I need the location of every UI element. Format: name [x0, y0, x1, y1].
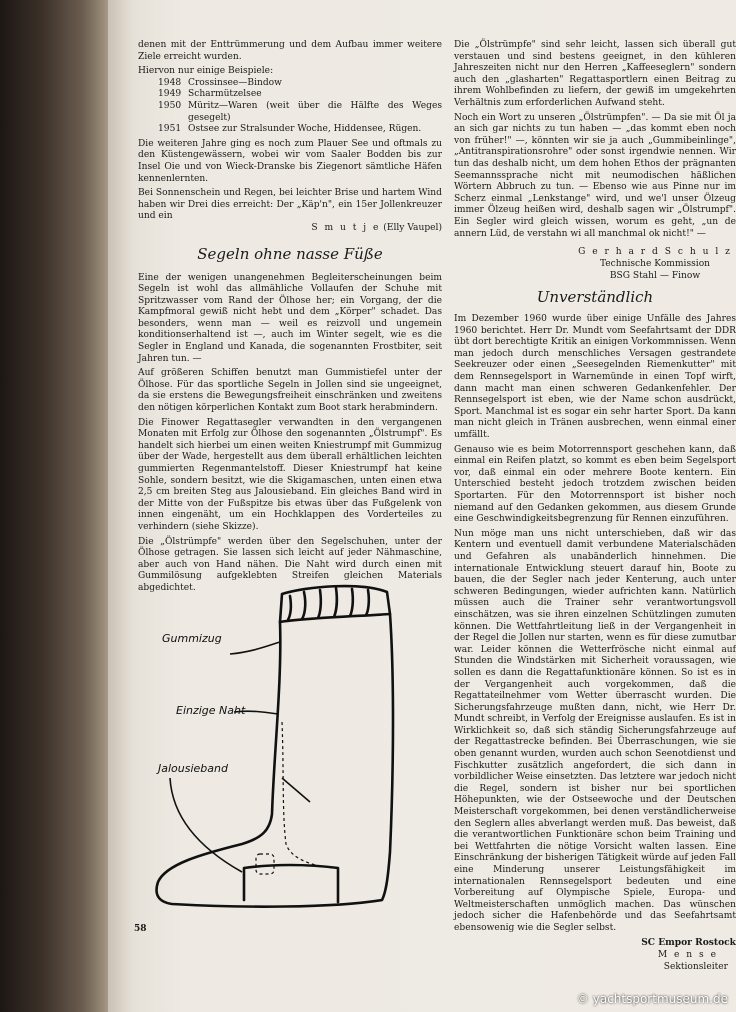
- intro-paragraph: denen mit der Enttrümmerung und dem Aufbau immer weitere Ziele erreicht wurden.: [138, 40, 442, 62]
- year-list: [158, 78, 442, 136]
- oelstrumpf-sketch: [132, 582, 422, 918]
- article-paragraph: Die „Ölstrümpfe" sind sehr leicht, lassen sich überall gut verstauen und sind bestens geeignet, in den kühleren Jahreszeiten nicht nur den Herren „Kaffeeseglern" sondern auch den „glasharten" Regattasportlern einen Beitrag zu ihrem Wohlbefinden zu liefern, der gewiß im umgekehrten Verhältnis zum erforderlichen Aufwand steht.: [454, 40, 736, 108]
- year-item: [158, 124, 442, 136]
- year-text: Ostsee zur Stralsunder Woche, Hiddensee, Rügen.: [188, 124, 422, 135]
- author-role: Technische Kommission: [599, 259, 711, 270]
- author-name: G e r h a r d S c h u l z: [578, 247, 732, 258]
- signature-name: S m u t j e: [311, 222, 381, 233]
- signature-name: M e n s e: [657, 949, 718, 960]
- year: 1951: [158, 124, 182, 135]
- book-binding-edge: [0, 0, 118, 1012]
- year-item: [158, 89, 442, 101]
- article-paragraph: Die „Ölstrümpfe" werden über den Segelschuhen, unter der Ölhose getragen. Sie lassen sich leicht auf jeder Nähmaschine, aber auch von Hand nähen. Die Naht wird durch einen mit Gummilösung aufgeklebten Streifen gleichen Materials abgedichtet.: [138, 536, 442, 593]
- label-einzige-naht: Einzige Naht: [176, 704, 246, 717]
- naht-line: [282, 722, 338, 868]
- paragraph-sonnenschein: Bei Sonnenschein und Regen, bei leichter Brise und hartem Wind haben wir Drei dies erreicht: Der „Käp'n", ein 15er Jollenkreuzer und ein: [138, 188, 442, 222]
- signature-role: Sektionsleiter: [663, 961, 728, 972]
- year: 1950: [158, 100, 182, 111]
- article-paragraph: Eine der wenigen unangenehmen Begleiterscheinungen beim Segeln ist wohl das allmähliche Vollaufen der Schuhe mit Spritzwasser vom Rand der Ölhose her; ein Vorgang, der die Kampfmoral gewiß nicht hebt und dem „Körper" schadet. Das besonders, wenn man — weil es reizvoll und ungemein konditionserhaltend ist —, auch im Winter segelt, wie es die Segler in England und Kanada, die sogenannten Frostbiter, seit Jahren tun. —: [138, 272, 442, 364]
- year-item: [158, 78, 442, 90]
- document-page: [108, 0, 736, 1012]
- label-gummizug: Gummizug: [162, 632, 222, 645]
- watermark: © yachtsportmuseum.de: [576, 992, 728, 1006]
- signature-club: SC Empor Rostock: [641, 936, 736, 948]
- article-heading-unverstaendlich: Unverständlich: [536, 288, 654, 307]
- label-jalousieband: Jalousieband: [158, 762, 228, 775]
- signature-credit: (Elly Vaupel): [383, 222, 442, 233]
- article-paragraph: Noch ein Wort zu unseren „Ölstrümpfen". — Da sie mit Öl ja an sich gar nichts zu tun haben — „das kommt eben noch von früher!" —, könnten wir sie ja auch „Gummibeinlinge", „Antitranspirationsrohre" oder sonst irgendwie nennen. Wir tun das deshalb nicht, um dem hohen Ethos der prägnanten Seemannssprache nicht mit neumodischen häßlichen Wörtern Abbruch zu tun. — Ebenso wie aus Pinne nur im Scherz einmal „Lenkstange" wird, und we'l unser Ölzeug immer Ölzeug heißen wird, deshalb sagen wir „Ölstrumpf". Ein Segler wird gleich wissen, worum es geht, „un de annern Lüd, de verstahn wi all manchmal ok nicht!" —: [454, 112, 736, 239]
- year-item: [158, 101, 442, 124]
- examples-label: Hiervon nur einige Beispiele:: [138, 66, 274, 77]
- jalousie-patch: [256, 854, 274, 874]
- year-text: Müritz—Waren (weit über die Hälfte des Weges gesegelt): [188, 100, 442, 123]
- page-number: 58: [134, 924, 147, 934]
- paragraph-weitere-jahre: Die weiteren Jahre ging es noch zum Plauer See und oftmals zu den Küstengewässern, wobei wir vom Saaler Bodden bis zur Insel Oie und von Wieck-Dranske bis Ziegenort sämtliche Häfen kennenlernten.: [138, 138, 442, 184]
- author-signature-schulz: [574, 246, 736, 282]
- article-paragraph: Genauso wie es beim Motorrennsport geschehen kann, daß einmal ein Reifen platzt, so kommt es eben beim Segelsport vor, daß einmal ein oder mehrere Boote kentern. Ein Unterschied besteht jedoch trotzdem zwischen beiden Sportarten. Für den Motorrennsport ist bisher noch niemand auf den Gedanken gekommen, aus diesem Grunde eine Geschwindigkeitsbegrenzung für Rennen einzuführen.: [454, 444, 736, 525]
- author-signature-mense: [454, 937, 736, 973]
- author-club: BSG Stahl — Finow: [609, 271, 701, 282]
- year: 1949: [158, 89, 182, 100]
- year-text: Crossinsee—Bindow: [188, 77, 282, 88]
- steg-band: [244, 865, 338, 902]
- article-paragraph: Im Dezember 1960 wurde über einige Unfälle des Jahres 1960 berichtet. Herr Dr. Mundt vom Seefahrtsamt der DDR übt dort berechtigte Kritik an einigen Vorkommnissen. Wenn man jedoch durch menschliches Versagen gestrandete Seekreuzer oder einen „Seesegelnden Riemenkutter" mit dem Rennsegelsport in Warnemünde in einen Topf wirft, dann macht man einen schweren Gedankenfehler. Der Rennsegelsport ist eben, wie der Name schon ausdrückt, Sport. Manchmal ist es sogar ein sehr harter Sport. Da kann man nicht gleich in Tränen ausbrechen, wenn einmal einer umfällt.: [454, 314, 736, 441]
- year-text: Scharmützelsee: [188, 89, 262, 100]
- article-heading-segeln: Segeln ohne nasse Füße: [197, 244, 383, 263]
- right-column: [454, 40, 736, 973]
- smutje-signature: [138, 223, 442, 235]
- article-paragraph: Auf größeren Schiffen benutzt man Gummistiefel unter der Ölhose. Für das sportliche Segeln in Jollen sind sie ungeeignet, da sie erstens die Bewegungsfreiheit einschränken und zweitens den nötigen körperlichen Kontakt zum Boot stark herabmindern.: [138, 368, 442, 414]
- year: 1948: [158, 77, 182, 88]
- article-paragraph: Nun möge man uns nicht unterschieben, daß wir das Kentern und eventuell damit verbundene Materialschäden und Gefahren als unabänderlich hinnehmen. Die internationale Entwicklung steuert darauf hin, Boote zu bauen, die der Segler nach jeder Kenterung, auch unter schweren Bedingungen, wieder aufrichten kann. Natürlich müssen auch die Trainer sehr verantwortungsvoll einschätzen, was sie ihren einzelnen Schützlingen zumuten können. Die Wettfahrtleitung ließ in der Vergangenheit in der Regel die Jollen nur starten, wenn es für diese zumutbar war. Leider können die Wetterfrösche nicht einmal auf Stunden die Windstärken mit Sicherheit voraussagen, wie sollen es dann die Regattafunktionäre können. So ist es in der Vergangenheit auch vorgekommen, daß die Regattateilnehmer vom Wetter überrascht wurden. Die Sicherungsfahrzeuge mußten dann, nicht, wie Herr Dr. Mundt schreibt, in Verfolg der Ereignisse auslaufen. Es ist in Wirklichkeit so, daß sich ständig Sicherungsfahrzeuge auf der Regattastrecke befinden. Bei Überraschungen, wie sie oben genannt wurden, wurden auch schon Seenotdienst und Fischkutter zusätzlich angefordert, die sich dann in vorbildlicher Weise einsetzten. Das letztere war jedoch nicht die Regel, sondern ist bisher nur bei sportlichen Höhepunkten, wie der Ostseewoche und der Deutschen Meisterschaft vorgekommen, bei denen verständlicherweise den Seglern alles abverlangt werden muß. Das beweist, daß die verantwortlichen Funktionäre schon beim Training und bei Wettfahrten die nötige Vorsicht walten lassen. Eine Einschränkung der bisherigen Tätigkeit würde auf jeden Fall eine Minderung unserer Leistungsfähigkeit im internationalen Rennsegelsport bedeuten und eine Vorbereitung auf Olympische Spiele, Europa- und Weltmeisterschaften unmöglich machen. Das wünschen jedoch sicher die Hafenbehörde und das Seefahrtsamt ebensowenig wie die Segler selbst.: [454, 528, 736, 933]
- left-column: [138, 40, 442, 598]
- article-paragraph: Die Finower Regattasegler verwandten in den vergangenen Monaten mit Erfolg zur Ölhose den sogenannten „Ölstrumpf". Es handelt sich hierbei um einen weiten Kniestrumpf mit Gummizug über der Wade, hergestellt aus dem überall erhältlichen leichten gummierten Regenmantelstoff. Dieser Kniestrumpf hat keine Sohle, sondern besitzt, wie die Skigamaschen, unten einen etwa 2,5 cm breiten Steg aus Jalousieband. Ein gleiches Band wird in der Mitte von der Fußspitze bis etwas über das Fußgelenk von innen eingenäht, um ein Hochklappen des Vorderteiles zu verhindern (siehe Skizze).: [138, 417, 442, 532]
